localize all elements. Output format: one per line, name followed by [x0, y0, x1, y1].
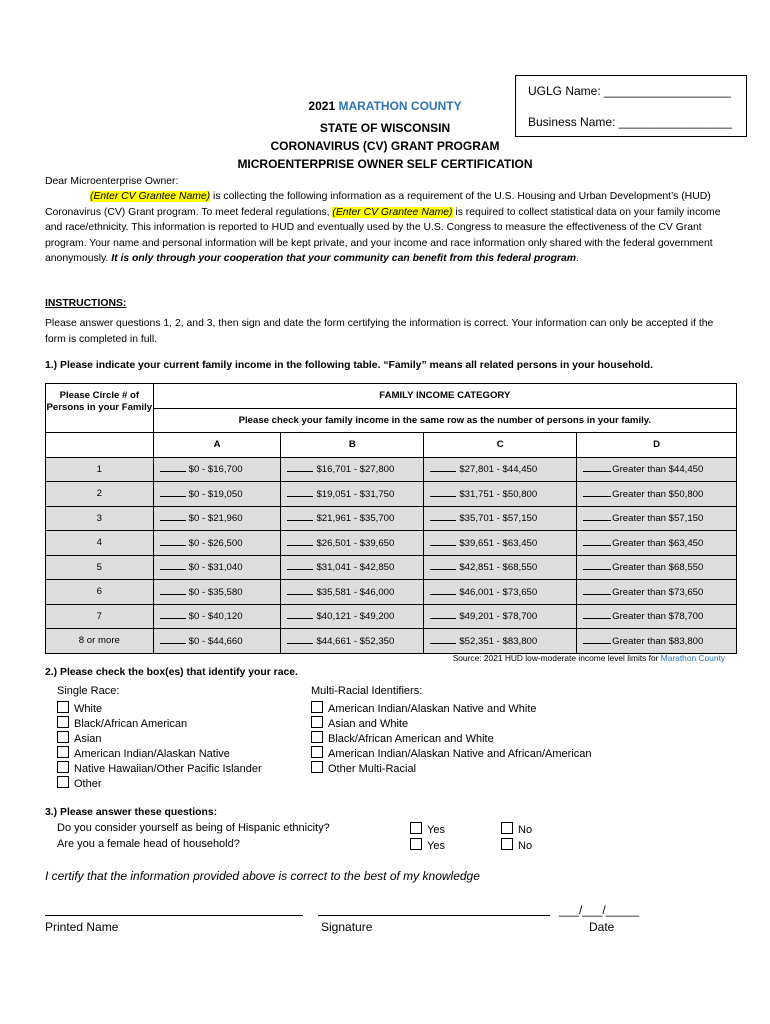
income-option-b[interactable] — [281, 629, 424, 654]
multi-race-list — [311, 701, 592, 776]
race-option[interactable] — [57, 701, 262, 716]
check-blank[interactable] — [160, 561, 186, 570]
title-program: CORONAVIRUS (CV) GRANT PROGRAM — [270, 139, 500, 153]
race-option-label: White — [74, 703, 103, 715]
income-option-b[interactable] — [281, 482, 424, 507]
table-row — [46, 457, 737, 482]
source-prefix: Source: 2021 HUD low-moderate income level limits for — [452, 653, 661, 663]
income-option-c[interactable] — [424, 629, 577, 654]
income-option-c[interactable] — [424, 457, 577, 482]
checkbox-icon[interactable] — [57, 761, 69, 773]
income-range: $35,701 - $57,150 — [459, 513, 538, 525]
check-blank[interactable] — [583, 561, 611, 570]
income-range: $52,351 - $83,800 — [459, 635, 538, 647]
letter-text-part-1: is collecting the following information as a requirement of the U.S. Housing and Urban Development’s (HUD) Coronavirus (CV) Grant program. To meet federal regulations, — [45, 191, 711, 218]
race-option[interactable] — [57, 746, 262, 761]
source-county: Marathon County — [660, 653, 725, 663]
race-option-label: Native Hawaiian/Other Pacific Islander — [74, 763, 262, 775]
form-title: MICROENTERPRISE OWNER SELF CERTIFICATION — [237, 157, 533, 171]
checkbox-icon[interactable] — [410, 838, 422, 850]
printed-name-line[interactable] — [45, 914, 303, 916]
check-blank[interactable] — [160, 463, 186, 472]
income-rows — [46, 457, 737, 653]
persons-count[interactable]: 1 — [46, 457, 154, 482]
income-option-c[interactable] — [424, 506, 577, 531]
income-option-c[interactable] — [424, 604, 577, 629]
income-option-a[interactable] — [153, 482, 281, 507]
race-option[interactable] — [311, 761, 592, 776]
column-c-header: C — [424, 433, 577, 458]
check-blank[interactable] — [287, 561, 313, 570]
check-blank[interactable] — [287, 586, 313, 595]
income-range: $0 - $16,700 — [188, 464, 243, 476]
title-county: MARATHON COUNTY — [338, 99, 462, 113]
income-range: $44,661 - $52,350 — [316, 635, 395, 647]
income-range: Greater than $83,800 — [612, 635, 704, 647]
q3-female-head-question: Are you a female head of household? — [57, 838, 240, 850]
signature-label: Signature — [321, 920, 373, 934]
income-range: $16,701 - $27,800 — [316, 464, 395, 476]
check-blank[interactable] — [430, 561, 456, 570]
income-table-instruction: Please check your family income in the same row as the number of persons in your family. — [153, 408, 736, 433]
persons-count[interactable]: 5 — [46, 555, 154, 580]
race-option[interactable] — [57, 776, 262, 791]
income-option-b[interactable] — [281, 531, 424, 556]
race-option-label: Other Multi-Racial — [328, 763, 417, 775]
race-option[interactable] — [57, 761, 262, 776]
no-label: No — [518, 824, 533, 836]
income-option-b[interactable] — [281, 506, 424, 531]
signature-line[interactable] — [318, 914, 550, 916]
column-b-header: B — [281, 433, 424, 458]
income-option-a[interactable] — [153, 531, 281, 556]
race-option[interactable] — [57, 731, 262, 746]
race-option-label: Other — [74, 778, 102, 790]
checkbox-icon[interactable] — [410, 822, 422, 834]
q3-hispanic-yes[interactable] — [410, 822, 445, 836]
uglg-name-field[interactable]: UGLG Name: ___________________ — [528, 84, 731, 98]
income-range: Greater than $44,450 — [612, 464, 704, 476]
income-range: $42,851 - $68,550 — [459, 562, 538, 574]
race-option-label: American Indian/Alaskan Native and White — [328, 703, 537, 715]
q3-female-head-yes[interactable] — [410, 838, 445, 852]
check-blank[interactable] — [160, 488, 186, 497]
income-range: $49,201 - $78,700 — [459, 611, 538, 623]
check-blank[interactable] — [430, 463, 456, 472]
income-range: $39,651 - $63,450 — [459, 537, 538, 549]
title-state: STATE OF WISCONSIN — [319, 121, 451, 135]
income-range: $0 - $31,040 — [188, 562, 243, 574]
table-row — [46, 506, 737, 531]
check-blank[interactable] — [583, 488, 611, 497]
income-range: $46,001 - $73,650 — [459, 586, 538, 598]
income-option-a[interactable] — [153, 604, 281, 629]
empty-header-cell — [46, 433, 154, 458]
check-blank[interactable] — [430, 512, 456, 521]
income-source-note — [453, 653, 725, 663]
income-option-a[interactable] — [153, 555, 281, 580]
check-blank[interactable] — [160, 586, 186, 595]
race-option[interactable] — [311, 716, 592, 731]
income-range: Greater than $63,450 — [612, 537, 704, 549]
checkbox-icon[interactable] — [501, 838, 513, 850]
grantee-name-placeholder-2: (Enter CV Grantee Name) — [332, 206, 453, 218]
income-range: $31,751 - $50,800 — [459, 488, 538, 500]
column-d-header: D — [577, 433, 737, 458]
persons-count[interactable]: 4 — [46, 531, 154, 556]
letter-text-part-2: is required to collect statistical data on your family income and race/ethnicity. This information is reported to HUD and eventually used by the U.S. Congress to measure the effectiveness of the CV Grant program. Your name and personal information will be kept private, and your income and race information only shared with the federal government anonymously. — [45, 206, 721, 265]
income-range: $21,961 - $35,700 — [316, 513, 395, 525]
check-blank[interactable] — [430, 537, 456, 546]
checkbox-icon[interactable] — [311, 731, 323, 743]
check-blank[interactable] — [430, 635, 456, 644]
table-row — [46, 482, 737, 507]
check-blank[interactable] — [160, 610, 186, 619]
check-blank[interactable] — [583, 610, 611, 619]
race-option-label: Asian and White — [328, 718, 409, 730]
table-row — [46, 629, 737, 654]
check-blank[interactable] — [160, 635, 186, 644]
check-blank[interactable] — [583, 635, 611, 644]
date-line[interactable]: ___/___/_____ — [559, 903, 640, 917]
race-option[interactable] — [57, 716, 262, 731]
check-blank[interactable] — [430, 586, 456, 595]
income-option-a[interactable] — [153, 629, 281, 654]
letter-greeting: Dear Microenterprise Owner: — [45, 176, 179, 187]
check-blank[interactable] — [287, 635, 313, 644]
check-blank[interactable] — [287, 610, 313, 619]
persons-header: Please Circle # of Persons in your Family — [46, 384, 154, 433]
income-category-header: FAMILY INCOME CATEGORY — [153, 384, 736, 409]
title-year: 2021 — [308, 99, 336, 113]
income-option-d[interactable] — [577, 531, 737, 556]
income-range: $0 - $19,050 — [188, 488, 243, 500]
check-blank[interactable] — [287, 537, 313, 546]
table-row — [46, 580, 737, 605]
instructions-heading: INSTRUCTIONS: — [45, 298, 127, 309]
race-option-label: American Indian/Alaskan Native and African/American — [328, 748, 592, 760]
letter-paragraph — [45, 189, 725, 267]
income-option-a[interactable] — [153, 457, 281, 482]
checkbox-icon[interactable] — [57, 701, 69, 713]
race-option-label: Black/African American and White — [328, 733, 494, 745]
checkbox-icon[interactable] — [311, 716, 323, 728]
table-row — [46, 531, 737, 556]
persons-count[interactable]: 8 or more — [46, 629, 154, 654]
check-blank[interactable] — [160, 537, 186, 546]
income-option-c[interactable] — [424, 531, 577, 556]
check-blank[interactable] — [583, 537, 611, 546]
income-option-d[interactable] — [577, 629, 737, 654]
checkbox-icon[interactable] — [57, 716, 69, 728]
persons-count[interactable]: 7 — [46, 604, 154, 629]
income-option-a[interactable] — [153, 506, 281, 531]
race-option-label: Asian — [74, 733, 102, 745]
check-blank[interactable] — [583, 586, 611, 595]
single-race-heading: Single Race: — [57, 685, 120, 697]
check-blank[interactable] — [160, 512, 186, 521]
letter-emphasis: It is only through your cooperation that your community can benefit from this federal program — [111, 253, 576, 265]
checkbox-icon[interactable] — [57, 776, 69, 788]
no-label: No — [518, 840, 533, 852]
race-option[interactable] — [311, 731, 592, 746]
multi-race-heading: Multi-Racial Identifiers: — [311, 685, 423, 697]
income-range: Greater than $57,150 — [612, 513, 704, 525]
income-option-b[interactable] — [281, 604, 424, 629]
q2-label: 2.) Please check the box(es) that identify your race. — [45, 667, 298, 678]
income-range: $0 - $35,580 — [188, 586, 243, 598]
income-option-c[interactable] — [424, 555, 577, 580]
income-option-a[interactable] — [153, 580, 281, 605]
income-option-d[interactable] — [577, 506, 737, 531]
date-label: Date — [589, 920, 615, 934]
checkbox-icon[interactable] — [501, 822, 513, 834]
title-year-county — [0, 99, 770, 113]
check-blank[interactable] — [583, 463, 611, 472]
income-range: Greater than $78,700 — [612, 611, 704, 623]
race-option[interactable] — [311, 701, 592, 716]
income-range: $40,121 - $49,200 — [316, 611, 395, 623]
column-a-header: A — [153, 433, 281, 458]
q3-hispanic-question: Do you consider yourself as being of Hispanic ethnicity? — [57, 822, 330, 834]
income-range: $31,041 - $42,850 — [316, 562, 395, 574]
yes-label: Yes — [427, 840, 445, 852]
income-option-b[interactable] — [281, 580, 424, 605]
income-range: $0 - $26,500 — [188, 537, 243, 549]
income-option-d[interactable] — [577, 604, 737, 629]
check-blank[interactable] — [583, 512, 611, 521]
income-option-c[interactable] — [424, 482, 577, 507]
checkbox-icon[interactable] — [57, 746, 69, 758]
letter-end: . — [575, 253, 579, 265]
income-option-d[interactable] — [577, 555, 737, 580]
check-blank[interactable] — [287, 488, 313, 497]
table-row — [46, 555, 737, 580]
income-option-c[interactable] — [424, 580, 577, 605]
checkbox-icon[interactable] — [311, 701, 323, 713]
income-range: $35,581 - $46,000 — [316, 586, 395, 598]
yes-label: Yes — [427, 824, 445, 836]
income-range: Greater than $73,650 — [612, 586, 704, 598]
income-table — [45, 383, 737, 654]
income-range: $0 - $44,660 — [188, 635, 243, 647]
income-option-d[interactable] — [577, 457, 737, 482]
income-option-d[interactable] — [577, 580, 737, 605]
checkbox-icon[interactable] — [311, 746, 323, 758]
instructions-text: Please answer questions 1, 2, and 3, then sign and date the form certifying the information is correct. Your information can only be accepted if the form is completed in full. — [45, 318, 714, 345]
income-option-b[interactable] — [281, 555, 424, 580]
grantee-name-placeholder: (Enter CV Grantee Name) — [90, 191, 211, 202]
income-range: $27,801 - $44,450 — [459, 464, 538, 476]
race-option[interactable] — [311, 746, 592, 761]
single-race-list — [57, 701, 262, 791]
check-blank[interactable] — [287, 463, 313, 472]
income-range: $0 - $40,120 — [188, 611, 243, 623]
checkbox-icon[interactable] — [57, 731, 69, 743]
check-blank[interactable] — [430, 488, 456, 497]
income-range: Greater than $50,800 — [612, 488, 704, 500]
income-option-b[interactable] — [281, 457, 424, 482]
race-option-label: Black/African American — [74, 718, 188, 730]
q3-label: 3.) Please answer these questions: — [45, 807, 218, 818]
income-range: $19,051 - $31,750 — [316, 488, 395, 500]
q3-hispanic-no[interactable] — [501, 822, 532, 836]
income-range: $26,501 - $39,650 — [316, 537, 395, 549]
printed-name-label: Printed Name — [45, 920, 119, 934]
income-range: $0 - $21,960 — [188, 513, 243, 525]
check-blank[interactable] — [430, 610, 456, 619]
q3-female-head-no[interactable] — [501, 838, 532, 852]
persons-count[interactable]: 2 — [46, 482, 154, 507]
persons-count[interactable]: 3 — [46, 506, 154, 531]
business-name-field[interactable]: Business Name: _________________ — [528, 115, 733, 129]
check-blank[interactable] — [287, 512, 313, 521]
income-option-d[interactable] — [577, 482, 737, 507]
table-row — [46, 604, 737, 629]
race-option-label: American Indian/Alaskan Native — [74, 748, 230, 760]
q1-label: 1.) Please indicate your current family income in the following table. “Family” means all related persons in your household. — [45, 360, 653, 371]
persons-count[interactable]: 6 — [46, 580, 154, 605]
income-range: Greater than $68,550 — [612, 562, 704, 574]
certify-statement: I certify that the information provided above is correct to the best of my knowledge — [45, 869, 480, 883]
checkbox-icon[interactable] — [311, 761, 323, 773]
